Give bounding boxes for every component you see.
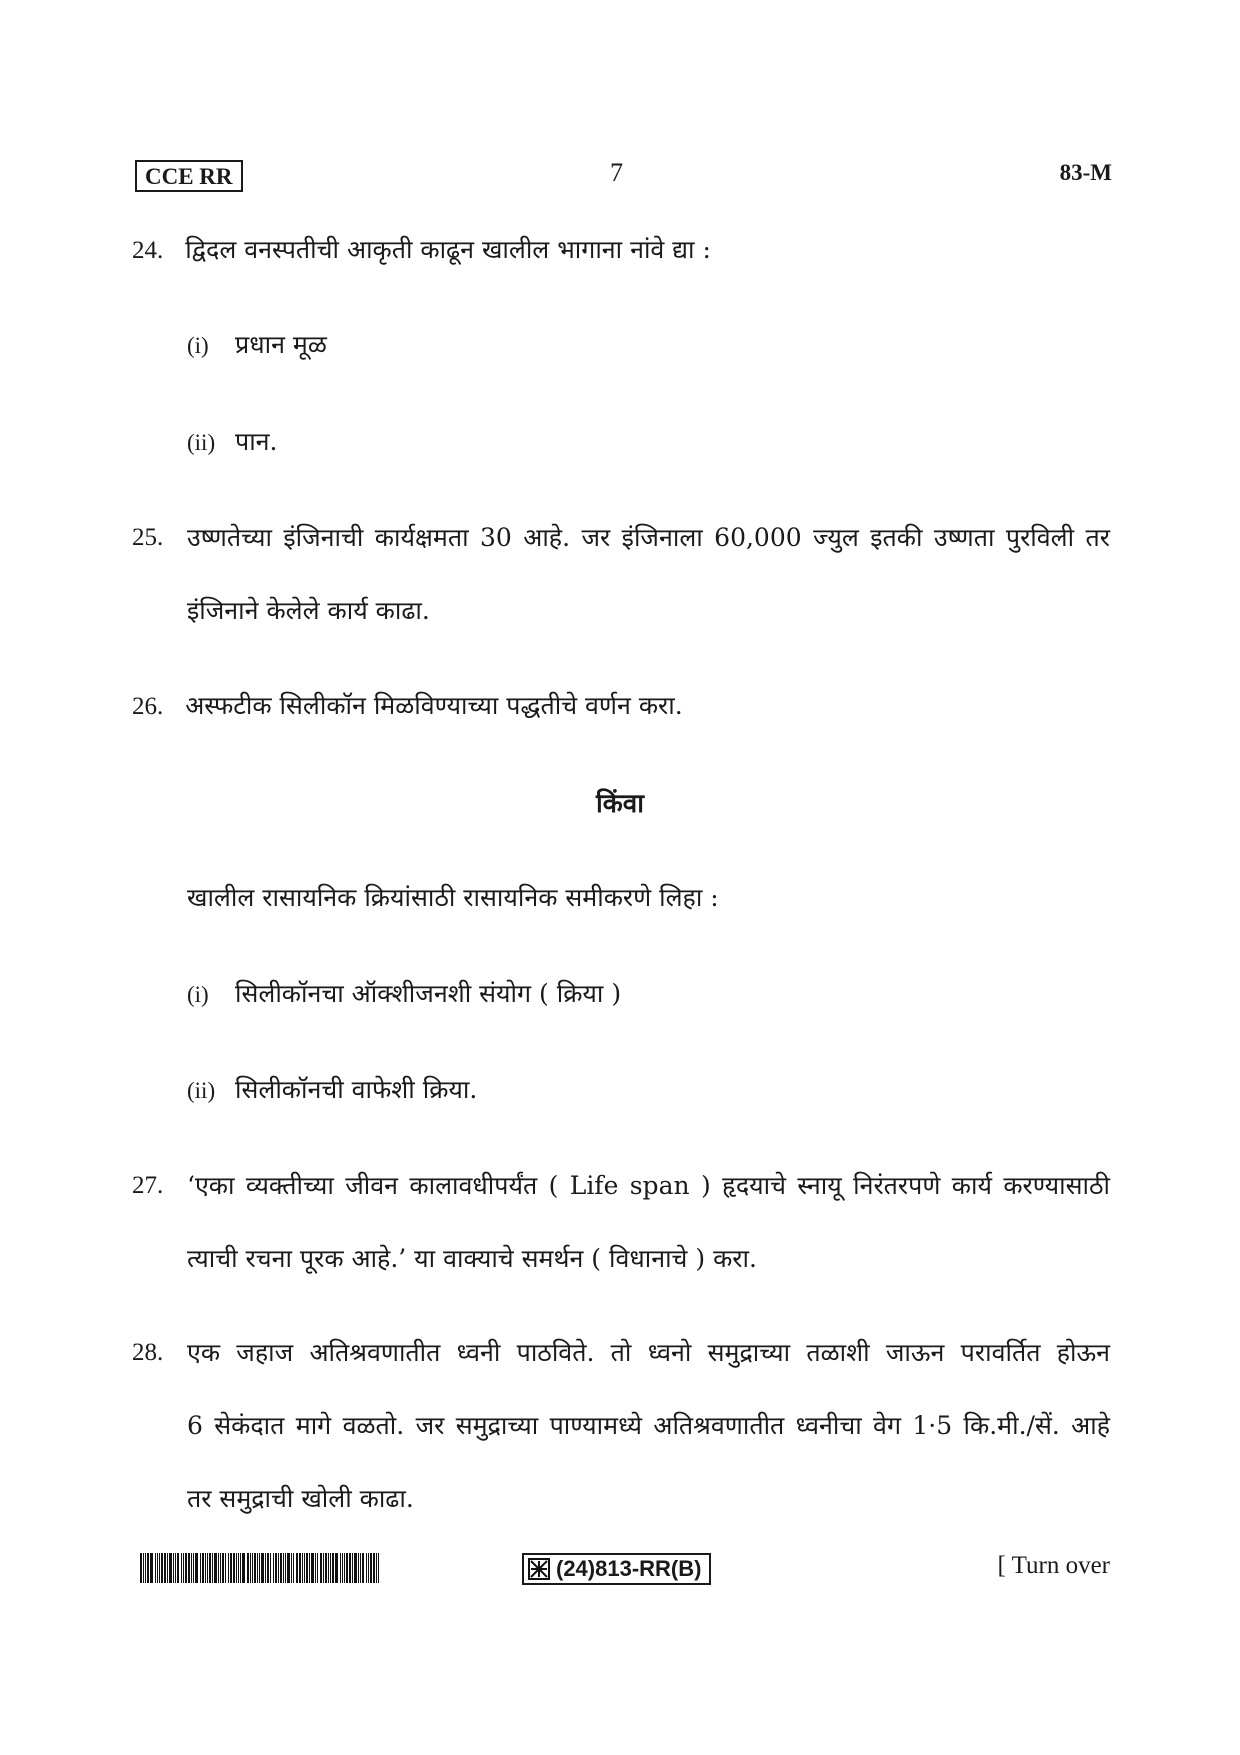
barcode-bar [259, 1553, 260, 1583]
barcode-bar [344, 1553, 345, 1583]
item-text: प्रधान मूळ [235, 330, 327, 359]
barcode-bar [360, 1553, 361, 1583]
barcode-bar [257, 1553, 258, 1583]
barcode-bar [261, 1553, 264, 1583]
barcode-bar [366, 1553, 367, 1583]
question-text-line-1: एक जहाज अतिश्रवणातीत ध्वनी पाठविते. तो ध्वनो समुद्राच्या तळाशी जाऊन परावर्तित होऊन [187, 1338, 1110, 1367]
item-label: (ii) [187, 430, 216, 455]
barcode-bar [320, 1553, 322, 1583]
barcode-bar [218, 1553, 219, 1583]
barcode-bar [285, 1553, 286, 1583]
barcode-bar [265, 1553, 266, 1583]
question-number: 27. [132, 1172, 164, 1199]
barcode-bar [340, 1553, 341, 1583]
barcode-bar [315, 1553, 316, 1583]
question-26 [132, 689, 683, 724]
printer-mark-icon [528, 1558, 550, 1580]
barcode-bar [280, 1553, 282, 1583]
question-text: अस्फटीक सिलीकॉन मिळविण्याच्या पद्धतीचे वर्णन करा. [185, 691, 683, 720]
barcode-bar [275, 1553, 277, 1583]
turn-over-note: [ Turn over [997, 1552, 1110, 1579]
barcode-bar [195, 1553, 198, 1583]
question-28 [132, 1336, 1110, 1370]
barcode-bar [302, 1553, 303, 1583]
barcode-bar [209, 1553, 211, 1583]
question-number: 25. [132, 524, 164, 551]
question-text: द्विदल वनस्पतीची आकृती काढून खालील भागाना नांवे द्या : [185, 235, 711, 264]
barcode-bar [332, 1553, 334, 1583]
barcode-bar [362, 1553, 364, 1583]
barcode-bar [173, 1553, 174, 1583]
q24-item-1 [187, 328, 327, 363]
barcode-bar [225, 1553, 226, 1583]
barcode-bar [155, 1553, 156, 1583]
barcode-bar [368, 1553, 369, 1583]
question-text-line-1: ‘एका व्यक्तीच्या जीवन कालावधीपर्यंत ( Life span ) हृदयाचे स्नायू निरंतरपणे कार्य करण्यासाठी [187, 1171, 1110, 1200]
barcode-bar [214, 1553, 217, 1583]
barcode-bar [230, 1553, 232, 1583]
barcode-bar [323, 1553, 324, 1583]
barcode-bar [147, 1553, 149, 1583]
or-separator: किंवा [596, 789, 644, 819]
barcode-bar [233, 1553, 235, 1583]
barcode-bar [247, 1553, 249, 1583]
barcode-bar [145, 1553, 146, 1583]
barcode-bar [212, 1553, 213, 1583]
barcode-bar [240, 1553, 241, 1583]
barcode-bar [335, 1553, 338, 1583]
barcode-bar [254, 1553, 256, 1583]
barcode-bar [207, 1553, 208, 1583]
barcode-bar [309, 1553, 310, 1583]
barcode-bar [188, 1553, 190, 1583]
item-text: पान. [235, 427, 278, 456]
barcode-bar [220, 1553, 221, 1583]
question-number: 24. [132, 237, 164, 264]
barcode-bar [143, 1553, 144, 1583]
barcode-bar [299, 1553, 301, 1583]
barcode-bar [293, 1553, 294, 1583]
barcode-bar [252, 1553, 253, 1583]
q24-item-2 [187, 425, 278, 460]
question-24 [132, 233, 711, 268]
question-28-line-2: 6 सेकंदात मागे वळतो. जर समुद्राच्या पाण्यामध्ये अतिश्रवणातीत ध्वनीचा वेग 1·5 कि.मी./सें. आहे [187, 1411, 1110, 1440]
barcode-bar [306, 1553, 308, 1583]
barcode-bar [167, 1553, 168, 1583]
barcode-bar [191, 1553, 192, 1583]
barcode-bar [349, 1553, 351, 1583]
barcode-bar [157, 1553, 158, 1583]
item-label: (i) [187, 982, 209, 1007]
serial-code: (24)813-RR(B) [556, 1556, 702, 1581]
item-text: सिलीकॉनची वाफेशी क्रिया. [235, 1075, 478, 1104]
barcode-bar [222, 1553, 224, 1583]
barcode-bar [150, 1553, 153, 1583]
barcode-bar [278, 1553, 279, 1583]
question-26-alternative: खालील रासायनिक क्रियांसाठी रासायनिक समीकरणे लिहा : [187, 883, 719, 912]
question-27 [132, 1169, 1110, 1203]
question-25-line-2: इंजिनाने केलेले कार्य काढा. [187, 596, 430, 625]
barcode-bar [250, 1553, 251, 1583]
page-number: 7 [610, 158, 623, 187]
barcode-bar [325, 1553, 327, 1583]
question-text-line-1: उष्णतेच्या इंजिनाची कार्यक्षमता 30 आहे. जर इंजिनाला 60,000 ज्युल इतकी उष्णता पुरविली तर [187, 523, 1110, 552]
barcode-bar [330, 1553, 331, 1583]
barcode-bar [270, 1553, 271, 1583]
barcode-bar [159, 1553, 160, 1583]
question-28-line-3: तर समुद्राची खोली काढा. [187, 1484, 414, 1513]
barcode-bar [228, 1553, 229, 1583]
barcode-bar [291, 1553, 292, 1583]
barcode-bar [202, 1553, 204, 1583]
barcode-bar [193, 1553, 194, 1583]
paper-code-box: CCE RR [135, 160, 243, 192]
barcode-bar [311, 1553, 314, 1583]
barcode-bar [346, 1553, 348, 1583]
barcode-bar [140, 1553, 142, 1583]
barcode-bar [161, 1553, 163, 1583]
question-27-line-2: त्याची रचना पूरक आहे.’ या वाक्याचे समर्थन ( विधानाचे ) करा. [187, 1244, 757, 1273]
barcode-bar [200, 1553, 201, 1583]
barcode-bar [304, 1553, 305, 1583]
question-number: 26. [132, 693, 164, 720]
q26-item-1 [187, 977, 621, 1012]
barcode-bar [317, 1553, 318, 1583]
barcode-bar [236, 1553, 237, 1583]
barcode-bar [287, 1553, 290, 1583]
barcode-bar [238, 1553, 239, 1583]
barcode-bar [373, 1553, 375, 1583]
barcode-bar [328, 1553, 329, 1583]
barcode [140, 1553, 383, 1583]
subject-code: 83-M [1059, 160, 1112, 185]
barcode-bar [169, 1553, 172, 1583]
question-25 [132, 521, 1110, 555]
barcode-bar [181, 1553, 182, 1583]
barcode-bar [358, 1553, 359, 1583]
barcode-bar [242, 1553, 245, 1583]
barcode-bar [164, 1553, 166, 1583]
question-number: 28. [132, 1339, 164, 1366]
serial-code-box [522, 1553, 711, 1585]
barcode-bar [267, 1553, 269, 1583]
barcode-bar [283, 1553, 284, 1583]
barcode-bar [352, 1553, 353, 1583]
barcode-bar [354, 1553, 357, 1583]
item-label: (ii) [187, 1078, 216, 1103]
item-text: सिलीकॉनचा ऑक्शीजनशी संयोग ( क्रिया ) [235, 979, 622, 1008]
item-label: (i) [187, 333, 209, 358]
barcode-bar [273, 1553, 274, 1583]
barcode-bar [370, 1553, 372, 1583]
barcode-bar [177, 1553, 179, 1583]
barcode-bar [342, 1553, 343, 1583]
barcode-bar [183, 1553, 184, 1583]
barcode-bar [185, 1553, 187, 1583]
barcode-bar [376, 1553, 377, 1583]
q26-item-2 [187, 1073, 477, 1108]
barcode-bar [175, 1553, 176, 1583]
barcode-bar [296, 1553, 298, 1583]
barcode-bar [378, 1553, 379, 1583]
barcode-bar [205, 1553, 206, 1583]
